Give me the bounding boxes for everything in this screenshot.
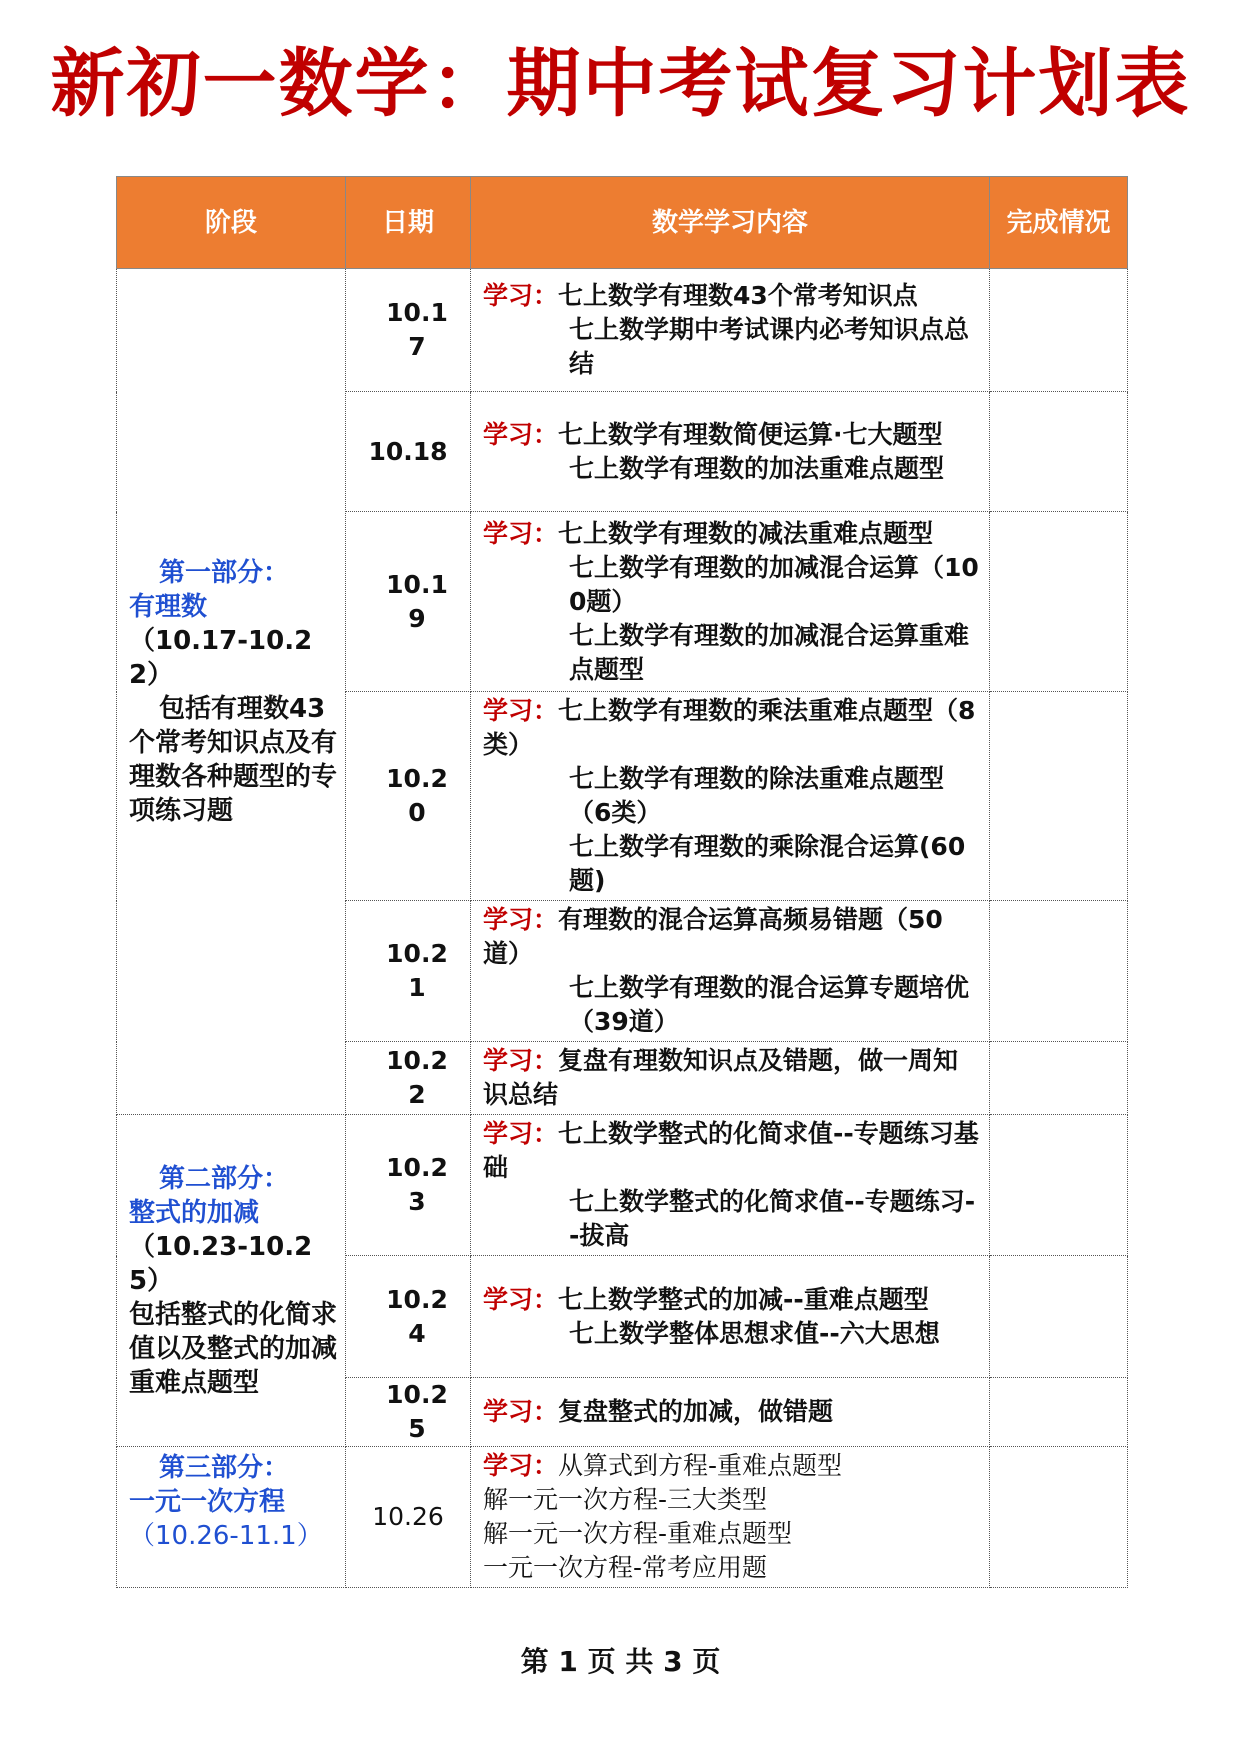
content-first-line bbox=[483, 279, 979, 313]
document-title: 新初一数学：期中考试复习计划表 bbox=[50, 41, 1191, 127]
content-text: 从算式到方程-重难点题型 bbox=[558, 1451, 843, 1480]
stage-name-line1: 第一部分： bbox=[159, 557, 290, 588]
plan-table-wrapper bbox=[116, 176, 1127, 1588]
content-extra-line: 七上数学有理数的除法重难点题型（6类） bbox=[569, 764, 945, 827]
status-cell[interactable] bbox=[990, 392, 1128, 512]
content-extra-line: 七上数学整式的化简求值--专题练习--拔高 bbox=[569, 1187, 976, 1250]
content-first-line bbox=[483, 1117, 979, 1185]
stage-name-line1: 第二部分： bbox=[159, 1163, 290, 1194]
study-plan-table bbox=[116, 176, 1128, 1588]
content-text: 七上数学有理数的乘法重难点题型（8类） bbox=[483, 696, 976, 759]
date-cell: 10.25 bbox=[346, 1378, 471, 1447]
content-first-line bbox=[483, 1395, 979, 1429]
content-extra-line: 解一元一次方程-重难点题型 bbox=[483, 1519, 793, 1548]
study-label: 学习： bbox=[483, 1451, 559, 1480]
status-cell[interactable] bbox=[990, 512, 1128, 692]
content-first-line bbox=[483, 517, 979, 551]
content-first-line bbox=[483, 1283, 979, 1317]
content-cell bbox=[471, 1042, 990, 1115]
date-cell: 10.20 bbox=[346, 692, 471, 901]
study-label: 学习： bbox=[483, 1284, 559, 1314]
study-label: 学习： bbox=[483, 1119, 559, 1148]
content-text: 七上数学整式的化简求值--专题练习基础 bbox=[483, 1119, 979, 1182]
study-label: 学习： bbox=[483, 905, 559, 934]
stage-cell bbox=[117, 269, 346, 1115]
study-label: 学习： bbox=[483, 696, 559, 725]
content-text: 七上数学有理数43个常考知识点 bbox=[558, 281, 918, 310]
status-cell[interactable] bbox=[990, 1115, 1128, 1256]
content-first-line bbox=[483, 1449, 979, 1483]
content-extra-line: 解一元一次方程-三大类型 bbox=[483, 1485, 768, 1514]
stage-name bbox=[129, 556, 337, 624]
stage-cell bbox=[117, 1115, 346, 1447]
content-cell bbox=[471, 392, 990, 512]
stage-name-line2: 有理数 bbox=[129, 591, 208, 622]
table-row bbox=[117, 1447, 1128, 1588]
study-label: 学习： bbox=[483, 419, 559, 449]
page-footer: 第 1 页 共 3 页 bbox=[520, 1645, 721, 1678]
status-cell[interactable] bbox=[990, 1042, 1128, 1115]
content-extra-line: 七上数学有理数的乘除混合运算(60题) bbox=[569, 832, 966, 895]
content-text: 复盘整式的加减，做错题 bbox=[558, 1397, 834, 1426]
stage-description: 包括整式的化简求值以及整式的加减重难点题型 bbox=[129, 1299, 338, 1398]
header-stage: 阶段 bbox=[117, 177, 346, 269]
date-cell: 10.21 bbox=[346, 901, 471, 1042]
stage-cell bbox=[117, 1447, 346, 1588]
content-first-line bbox=[483, 694, 979, 762]
study-label: 学习： bbox=[483, 518, 559, 548]
table-body bbox=[117, 269, 1128, 1588]
content-extra-line: 七上数学有理数的加减混合运算（100题） bbox=[569, 552, 979, 616]
study-label: 学习： bbox=[483, 1397, 559, 1426]
status-cell[interactable] bbox=[990, 269, 1128, 392]
content-cell bbox=[471, 901, 990, 1042]
date-cell: 10.24 bbox=[346, 1256, 471, 1378]
content-text: 七上数学有理数的减法重难点题型 bbox=[558, 518, 934, 548]
table-header-row bbox=[117, 177, 1128, 269]
date-cell: 10.19 bbox=[346, 512, 471, 692]
content-text: 七上数学整式的加减--重难点题型 bbox=[558, 1284, 929, 1314]
header-content: 数学学习内容 bbox=[471, 177, 990, 269]
content-cell bbox=[471, 692, 990, 901]
stage-name-line2: 整式的加减 bbox=[129, 1197, 260, 1228]
content-text: 有理数的混合运算高频易错题（50道） bbox=[483, 905, 943, 968]
content-first-line bbox=[483, 418, 979, 452]
header-date: 日期 bbox=[346, 177, 471, 269]
status-cell[interactable] bbox=[990, 901, 1128, 1042]
stage-date-range: （10.26-11.1） bbox=[129, 1521, 323, 1551]
date-cell: 10.26 bbox=[346, 1447, 471, 1588]
table-row bbox=[117, 1115, 1128, 1256]
content-extra-line: 一元一次方程-常考应用题 bbox=[483, 1553, 768, 1582]
header-status: 完成情况 bbox=[990, 177, 1128, 269]
content-text: 复盘有理数知识点及错题，做一周知识总结 bbox=[483, 1046, 959, 1109]
stage-description: 包括有理数43个常考知识点及有理数各种题型的专项练习题 bbox=[129, 693, 338, 826]
table-row bbox=[117, 269, 1128, 392]
stage-name bbox=[129, 1451, 337, 1519]
content-cell bbox=[471, 512, 990, 692]
content-cell bbox=[471, 1447, 990, 1588]
status-cell[interactable] bbox=[990, 1256, 1128, 1378]
content-cell bbox=[471, 1256, 990, 1378]
study-label: 学习： bbox=[483, 281, 559, 310]
status-cell[interactable] bbox=[990, 1378, 1128, 1447]
content-extra-line: 七上数学有理数的加法重难点题型 bbox=[569, 453, 945, 483]
date-cell: 10.23 bbox=[346, 1115, 471, 1256]
content-extra-line: 七上数学期中考试课内必考知识点总结 bbox=[569, 315, 970, 378]
content-extra-line: 七上数学有理数的混合运算专题培优（39道） bbox=[569, 973, 970, 1036]
content-text: 七上数学有理数简便运算·七大题型 bbox=[558, 419, 943, 449]
status-cell[interactable] bbox=[990, 692, 1128, 901]
date-cell: 10.22 bbox=[346, 1042, 471, 1115]
stage-date-range: （10.23-10.25） bbox=[129, 1231, 313, 1296]
content-cell bbox=[471, 269, 990, 392]
content-cell bbox=[471, 1115, 990, 1256]
status-cell[interactable] bbox=[990, 1447, 1128, 1588]
content-extra-line: 七上数学有理数的加减混合运算重难点题型 bbox=[569, 620, 970, 684]
stage-name-line1: 第三部分： bbox=[159, 1453, 290, 1483]
date-cell: 10.17 bbox=[346, 269, 471, 392]
stage-date-range: （10.17-10.22） bbox=[129, 625, 313, 690]
date-cell: 10.18 bbox=[346, 392, 471, 512]
content-cell bbox=[471, 1378, 990, 1447]
stage-name bbox=[129, 1162, 337, 1230]
content-first-line bbox=[483, 1044, 979, 1112]
study-label: 学习： bbox=[483, 1046, 559, 1075]
content-first-line bbox=[483, 903, 979, 971]
stage-name-line2: 一元一次方程 bbox=[129, 1487, 286, 1517]
content-extra-line: 七上数学整体思想求值--六大思想 bbox=[569, 1318, 940, 1348]
